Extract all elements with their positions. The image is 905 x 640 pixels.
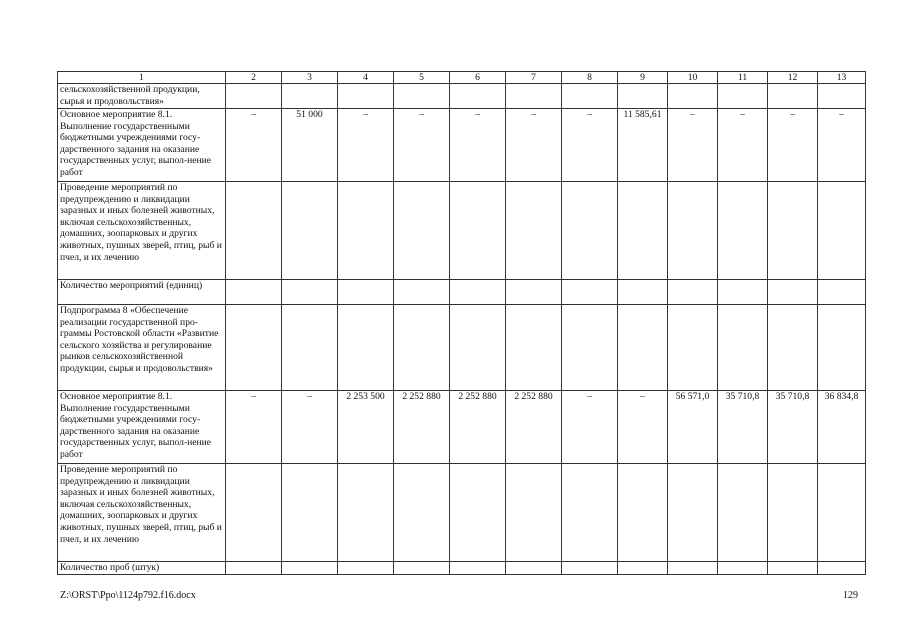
table-cell: 2 252 880 <box>450 391 506 464</box>
column-number: 10 <box>668 72 718 84</box>
table-cell <box>282 464 338 562</box>
table-cell <box>618 305 668 391</box>
table-row <box>58 305 866 391</box>
table-cell <box>768 280 818 305</box>
table-cell: 36 834,8 <box>818 391 866 464</box>
table-cell <box>338 562 394 575</box>
column-number: 5 <box>394 72 450 84</box>
table-cell <box>282 182 338 280</box>
table-cell: – <box>818 109 866 182</box>
table-cell: – <box>338 109 394 182</box>
table-cell <box>768 305 818 391</box>
table-cell <box>506 305 562 391</box>
column-number: 12 <box>768 72 818 84</box>
table-cell <box>668 84 718 109</box>
table-cell <box>562 562 618 575</box>
table-cell: – <box>562 109 618 182</box>
table-cell: 35 710,8 <box>718 391 768 464</box>
table-cell <box>562 464 618 562</box>
table-cell <box>668 280 718 305</box>
column-number: 3 <box>282 72 338 84</box>
table-cell <box>450 305 506 391</box>
table-cell <box>226 305 282 391</box>
table-cell: – <box>450 109 506 182</box>
table-row <box>58 109 866 182</box>
table-cell <box>394 280 450 305</box>
table-cell <box>450 84 506 109</box>
row-label: Количество проб (штук) <box>58 562 226 575</box>
table-cell <box>394 464 450 562</box>
table-cell <box>618 280 668 305</box>
table-cell: – <box>618 391 668 464</box>
table-cell <box>718 305 768 391</box>
table-cell <box>450 464 506 562</box>
row-label: сельскохозяйственной продукции, сырья и продовольствия» <box>58 84 226 109</box>
table-cell <box>282 84 338 109</box>
table-row <box>58 280 866 305</box>
table-cell <box>506 562 562 575</box>
table-cell <box>338 464 394 562</box>
table-cell <box>618 562 668 575</box>
row-label: Подпрограмма 8 «Обеспечение реализации государственной про-граммы Ростовской области «Развитие сельского хозяйства и регулирование рынков сельскохозяйственной продукции, сырья и продовольствия» <box>58 305 226 391</box>
document-file-path: Z:\ORST\Ppo\1124p792.f16.docx <box>60 590 196 601</box>
table-cell: 51 000 <box>282 109 338 182</box>
table-row <box>58 391 866 464</box>
row-label: Количество мероприятий (единиц) <box>58 280 226 305</box>
row-label: Проведение мероприятий по предупреждению и ликвидации заразных и иных болезней животных, включая сельскохозяйственных, домашних, зоопарковых и других животных, пушных зверей, птиц, рыб и пчел, и их лечению <box>58 182 226 280</box>
table-cell: 2 252 880 <box>394 391 450 464</box>
table-cell <box>668 464 718 562</box>
table-cell <box>818 464 866 562</box>
table-cell <box>618 464 668 562</box>
row-label: Основное мероприятие 8.1. Выполнение государственными бюджетными учреждениями госу-дарственного задания на оказание государственных услуг, выпол-нение работ <box>58 391 226 464</box>
table-cell: – <box>226 391 282 464</box>
table-row <box>58 464 866 562</box>
table-cell <box>506 84 562 109</box>
table-cell <box>768 464 818 562</box>
table-cell <box>338 84 394 109</box>
table-cell <box>768 84 818 109</box>
table-cell <box>668 305 718 391</box>
column-number: 2 <box>226 72 282 84</box>
program-table <box>57 71 866 575</box>
table-cell <box>226 562 282 575</box>
table-cell <box>394 562 450 575</box>
table-cell <box>562 84 618 109</box>
table-cell <box>506 280 562 305</box>
table-cell <box>718 280 768 305</box>
column-number: 4 <box>338 72 394 84</box>
table-cell <box>450 562 506 575</box>
table-cell <box>394 305 450 391</box>
column-number: 1 <box>58 72 226 84</box>
table-cell <box>282 562 338 575</box>
table-cell <box>718 562 768 575</box>
table-cell: – <box>768 109 818 182</box>
table-cell <box>718 464 768 562</box>
table-cell <box>768 562 818 575</box>
table-cell <box>618 84 668 109</box>
table-cell <box>226 182 282 280</box>
table-cell <box>226 84 282 109</box>
table-cell <box>818 280 866 305</box>
table-cell: 2 253 500 <box>338 391 394 464</box>
table-cell <box>226 464 282 562</box>
table-cell: 2 252 880 <box>506 391 562 464</box>
table-cell: – <box>562 391 618 464</box>
column-number: 7 <box>506 72 562 84</box>
table-cell: 35 710,8 <box>768 391 818 464</box>
table-cell <box>818 562 866 575</box>
table-cell <box>338 280 394 305</box>
column-number: 9 <box>618 72 668 84</box>
table-cell <box>338 305 394 391</box>
row-label: Основное мероприятие 8.1. Выполнение государственными бюджетными учреждениями госу-дарственного задания на оказание государственных услуг, выпол-нение работ <box>58 109 226 182</box>
table-cell <box>618 182 668 280</box>
table-cell <box>282 280 338 305</box>
table-cell: – <box>226 109 282 182</box>
table-cell <box>506 464 562 562</box>
table-cell: – <box>718 109 768 182</box>
column-number: 11 <box>718 72 768 84</box>
table-cell <box>450 280 506 305</box>
column-number-row <box>58 72 866 84</box>
table-cell: – <box>668 109 718 182</box>
table-cell: – <box>506 109 562 182</box>
table-cell <box>506 182 562 280</box>
table-cell <box>562 305 618 391</box>
table-cell: – <box>394 109 450 182</box>
table-cell <box>818 305 866 391</box>
table-cell <box>226 280 282 305</box>
table-cell <box>718 84 768 109</box>
row-label: Проведение мероприятий по предупреждению и ликвидации заразных и иных болезней животных, включая сельскохозяйственных, домашних, зоопарковых и других животных, пушных зверей, птиц, рыб и пчел, и их лечению <box>58 464 226 562</box>
table-cell <box>818 182 866 280</box>
table-cell: 56 571,0 <box>668 391 718 464</box>
table-cell <box>450 182 506 280</box>
table-row <box>58 562 866 575</box>
table-cell <box>768 182 818 280</box>
table-cell <box>282 305 338 391</box>
page-number: 129 <box>843 590 858 601</box>
table-cell <box>394 84 450 109</box>
table-cell <box>718 182 768 280</box>
column-number: 13 <box>818 72 866 84</box>
table-row <box>58 182 866 280</box>
table-cell <box>562 280 618 305</box>
column-number: 6 <box>450 72 506 84</box>
table-row <box>58 84 866 109</box>
table-cell <box>668 182 718 280</box>
table-cell <box>668 562 718 575</box>
table-cell: – <box>282 391 338 464</box>
table-cell <box>818 84 866 109</box>
table-cell <box>338 182 394 280</box>
table-cell <box>394 182 450 280</box>
table-cell: 11 585,61 <box>618 109 668 182</box>
table-cell <box>562 182 618 280</box>
column-number: 8 <box>562 72 618 84</box>
